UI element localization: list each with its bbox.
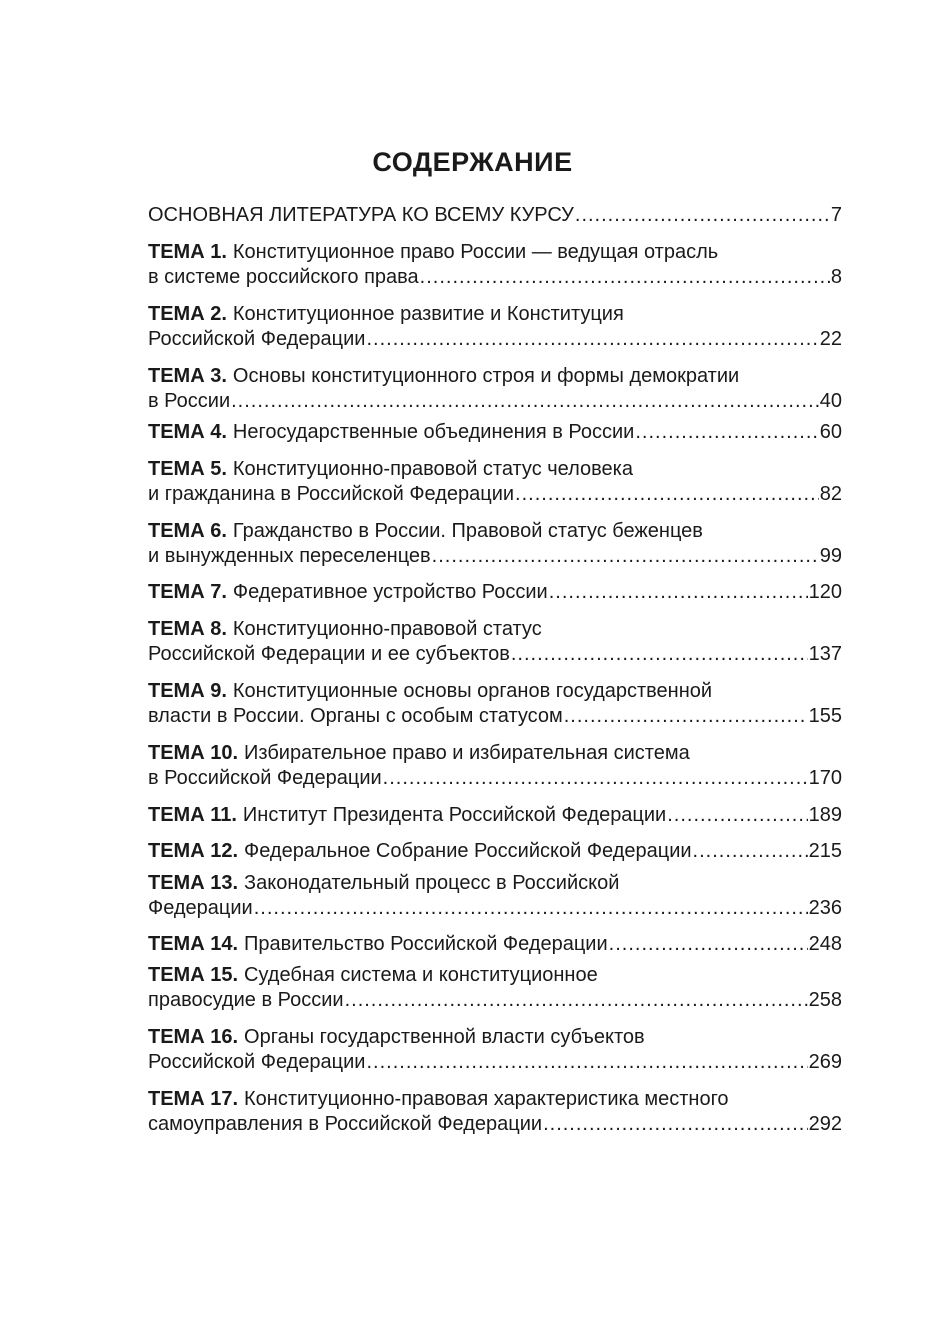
- page-number: 120: [808, 581, 842, 603]
- page-number: 7: [830, 204, 842, 226]
- dot-leader: [693, 839, 808, 864]
- page-number: 40: [819, 390, 842, 412]
- page-number: 258: [808, 989, 842, 1011]
- entry-text: Российской Федерации и ее субъектов: [148, 643, 510, 665]
- topic-number: ТЕМА 12.: [148, 840, 239, 862]
- toc-line: [148, 988, 842, 1013]
- toc-entry: [148, 203, 842, 228]
- entry-text: в системе российского права: [148, 266, 419, 288]
- page-number: 99: [819, 545, 842, 567]
- toc-entry: [148, 679, 842, 729]
- toc-line: [148, 302, 842, 327]
- toc-entry: [148, 1087, 842, 1137]
- dot-leader: [432, 544, 819, 569]
- toc-entry: [148, 580, 842, 605]
- dot-leader: [511, 642, 808, 667]
- toc-line: [148, 766, 842, 791]
- toc-line: [148, 803, 842, 828]
- entry-text: правосудие в России: [148, 989, 344, 1011]
- toc-line: [148, 1050, 842, 1075]
- entry-text: Правительство Российской Федерации: [244, 933, 608, 955]
- entry-text: в Российской Федерации: [148, 767, 382, 789]
- topic-number: ТЕМА 1.: [148, 241, 227, 263]
- toc-line: [148, 240, 842, 265]
- entry-text: Институт Президента Российской Федерации: [242, 804, 667, 826]
- topic-number: ТЕМА 11.: [148, 804, 237, 826]
- page-number: 155: [808, 705, 842, 727]
- toc-line: [148, 389, 842, 414]
- entry-text: и вынужденных переселенцев: [148, 545, 431, 567]
- dot-leader: [420, 265, 830, 290]
- toc-entry: [148, 519, 842, 569]
- topic-number: ТЕМА 14.: [148, 933, 239, 955]
- toc-line: [148, 741, 842, 766]
- page-number: 248: [808, 933, 842, 955]
- toc-line: [148, 364, 842, 389]
- dot-leader: [231, 389, 819, 414]
- page-number: 8: [830, 266, 842, 288]
- entry-text: Органы государственной власти субъектов: [244, 1026, 645, 1048]
- toc-entry: [148, 364, 842, 414]
- toc-entry: [148, 420, 842, 445]
- toc-line: [148, 896, 842, 921]
- entry-text: Конституционно-правовой статус человека: [232, 458, 633, 480]
- page-number: 236: [808, 897, 842, 919]
- toc-line: [148, 932, 842, 957]
- entry-text: Конституционные основы органов государственной: [232, 680, 713, 702]
- topic-number: ТЕМА 4.: [148, 421, 227, 443]
- toc-line: [148, 420, 842, 445]
- toc-entry: [148, 741, 842, 791]
- dot-leader: [564, 704, 808, 729]
- toc-entry: [148, 839, 842, 864]
- page-title: СОДЕРЖАНИЕ: [372, 147, 573, 177]
- entry-text: Конституционное право России — ведущая отрасль: [232, 241, 719, 263]
- entry-text: Избирательное право и избирательная система: [244, 742, 690, 764]
- toc-entry: [148, 457, 842, 507]
- topic-number: ТЕМА 7.: [148, 581, 227, 603]
- entry-text: ОСНОВНАЯ ЛИТЕРАТУРА КО ВСЕМУ КУРСУ: [148, 204, 574, 226]
- topic-number: ТЕМА 6.: [148, 520, 227, 542]
- topic-number: ТЕМА 16.: [148, 1026, 239, 1048]
- entry-text: Законодательный процесс в Российской: [244, 872, 620, 894]
- entry-text: Негосударственные объединения в России: [232, 421, 635, 443]
- page-number: 22: [819, 328, 842, 350]
- toc-line: [148, 1087, 842, 1112]
- dot-leader: [543, 1112, 808, 1137]
- toc-entry: [148, 302, 842, 352]
- topic-number: ТЕМА 9.: [148, 680, 227, 702]
- entry-text: самоуправления в Российской Федерации: [148, 1113, 543, 1135]
- dot-leader: [609, 932, 808, 957]
- entry-text: Судебная система и конституционное: [244, 964, 598, 986]
- entry-text: и гражданина в Российской Федерации: [148, 483, 515, 505]
- toc-line: [148, 519, 842, 544]
- dot-leader: [345, 988, 808, 1013]
- entry-text: Российской Федерации: [148, 1051, 366, 1073]
- toc-line: [148, 679, 842, 704]
- page-number: 60: [819, 421, 842, 443]
- page-number: 82: [819, 483, 842, 505]
- toc-entry: [148, 1025, 842, 1075]
- entry-text: Федеративное устройство России: [232, 581, 548, 603]
- dot-leader: [667, 803, 807, 828]
- toc-line: [148, 544, 842, 569]
- toc-line: [148, 704, 842, 729]
- topic-number: ТЕМА 3.: [148, 365, 227, 387]
- toc-line: [148, 203, 842, 228]
- entry-text: власти в России. Органы с особым статусом: [148, 705, 563, 727]
- toc-line: [148, 1025, 842, 1050]
- entry-text: Федеральное Собрание Российской Федерации: [244, 840, 692, 862]
- toc-entry: [148, 871, 842, 921]
- toc-entry: [148, 963, 842, 1013]
- toc-entry: [148, 932, 842, 957]
- topic-number: ТЕМА 17.: [148, 1088, 239, 1110]
- toc-line: [148, 457, 842, 482]
- dot-leader: [515, 482, 819, 507]
- page-number: 269: [808, 1051, 842, 1073]
- dot-leader: [366, 1050, 807, 1075]
- toc-line: [148, 871, 842, 896]
- dot-leader: [383, 766, 808, 791]
- page-number: 137: [808, 643, 842, 665]
- page-number: 189: [808, 804, 842, 826]
- entry-text: Конституционное развитие и Конституция: [232, 303, 624, 325]
- toc-line: [148, 327, 842, 352]
- page-number: 170: [808, 767, 842, 789]
- toc-line: [148, 963, 842, 988]
- page-number: 215: [808, 840, 842, 862]
- toc-entry: [148, 240, 842, 290]
- topic-number: ТЕМА 8.: [148, 618, 227, 640]
- toc-line: [148, 642, 842, 667]
- entry-text: Федерации: [148, 897, 253, 919]
- entry-text: Гражданство в России. Правовой статус беженцев: [232, 520, 703, 542]
- entry-text: Конституционно-правовой статус: [232, 618, 542, 640]
- toc-line: [148, 839, 842, 864]
- toc-line: [148, 265, 842, 290]
- toc-line: [148, 482, 842, 507]
- entry-text: в России: [148, 390, 231, 412]
- toc-entry: [148, 617, 842, 667]
- topic-number: ТЕМА 13.: [148, 872, 239, 894]
- page-number: 292: [808, 1113, 842, 1135]
- topic-number: ТЕМА 2.: [148, 303, 227, 325]
- topic-number: ТЕМА 15.: [148, 964, 239, 986]
- dot-leader: [635, 420, 818, 445]
- entry-text: Конституционно-правовая характеристика местного: [244, 1088, 729, 1110]
- dot-leader: [366, 327, 818, 352]
- entry-text: Российской Федерации: [148, 328, 366, 350]
- toc-line: [148, 617, 842, 642]
- dot-leader: [575, 203, 830, 228]
- entry-text: Основы конституционного строя и формы демократии: [232, 365, 740, 387]
- toc-line: [148, 580, 842, 605]
- dot-leader: [549, 580, 808, 605]
- toc-entry: [148, 803, 842, 828]
- toc-line: [148, 1112, 842, 1137]
- dot-leader: [254, 896, 808, 921]
- topic-number: ТЕМА 5.: [148, 458, 227, 480]
- topic-number: ТЕМА 10.: [148, 742, 239, 764]
